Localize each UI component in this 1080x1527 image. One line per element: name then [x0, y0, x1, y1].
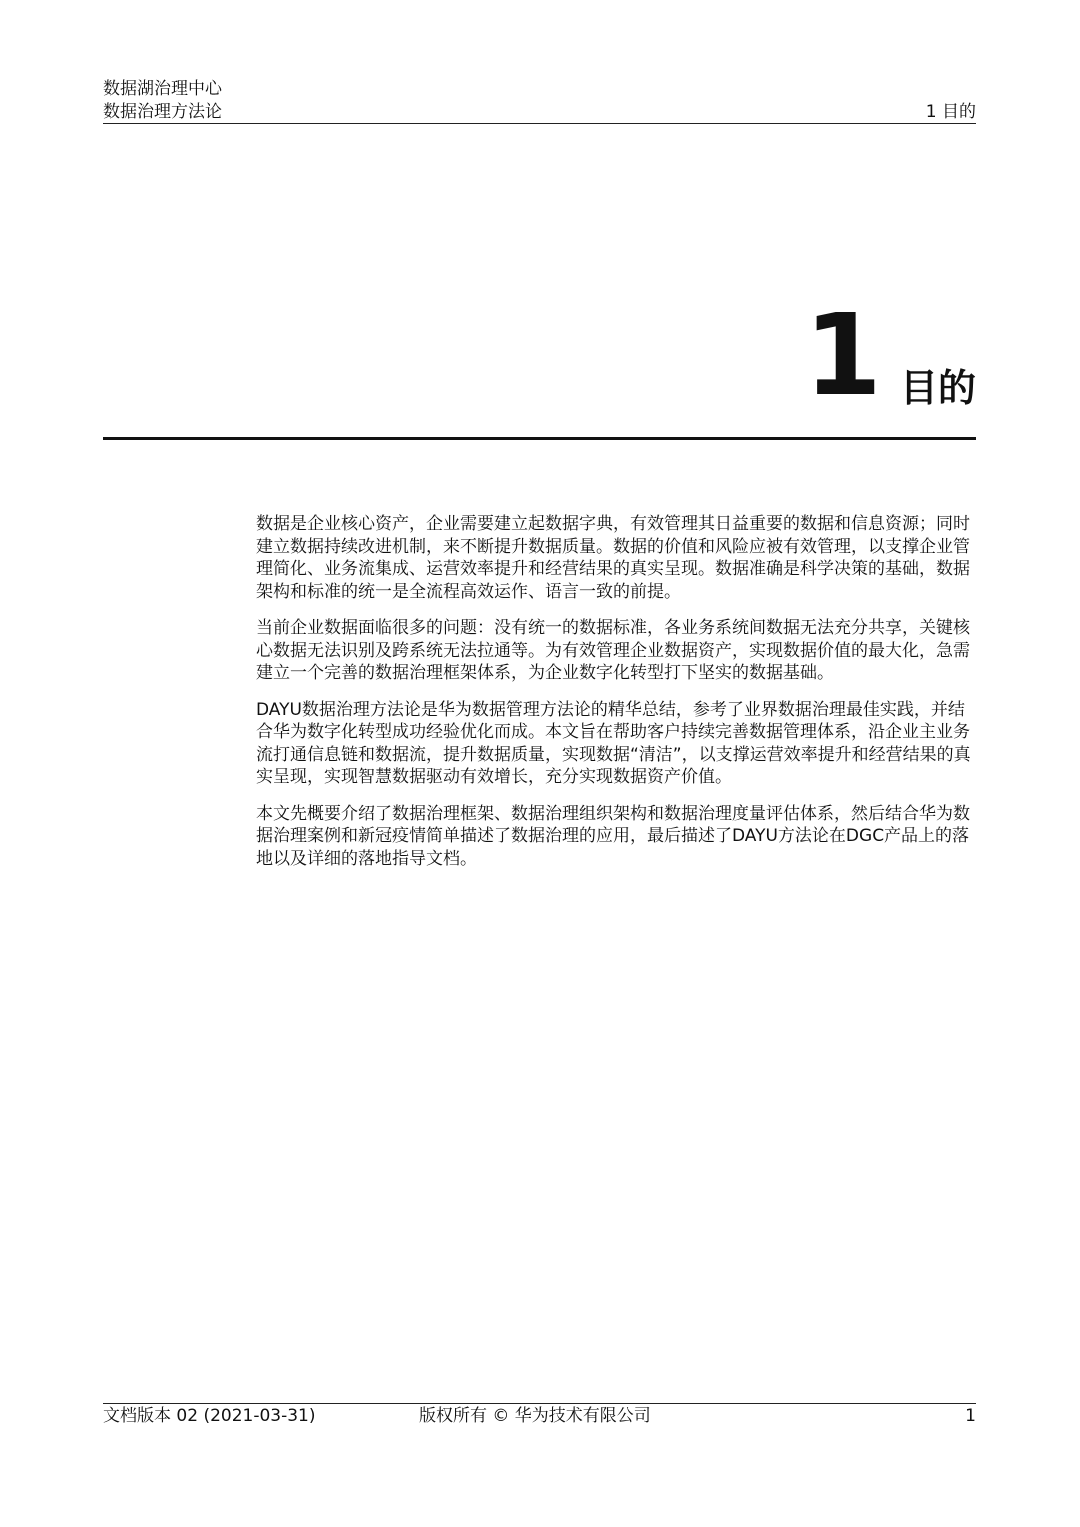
- paragraph: DAYU数据治理方法论是华为数据管理方法论的精华总结，参考了业界数据治理最佳实践，并结合华为数字化转型成功经验优化而成。本文旨在帮助客户持续完善数据管理体系，沿企业主业务流打通信息链和数据流，提升数据质量，实现数据“清洁”，以支撑运营效率提升和经营结果的真实呈现，实现智慧数据驱动有效增长，充分实现数据资产价值。: [256, 699, 971, 787]
- chapter-title: 目的: [899, 366, 976, 410]
- body-content: [256, 513, 976, 884]
- chapter-number: 1: [804, 291, 880, 421]
- header-divider: [103, 123, 976, 124]
- footer-copyright: 版权所有 © 华为技术有限公司: [419, 1406, 651, 1426]
- running-header: [103, 78, 222, 124]
- header-document-name: 数据治理方法论: [103, 102, 222, 122]
- chapter-heading: [804, 291, 976, 421]
- paragraph: 当前企业数据面临很多的问题：没有统一的数据标准，各业务系统间数据无法充分共享，关键核心数据无法识别及跨系统无法拉通等。为有效管理企业数据资产，实现数据价值的最大化，急需建立一个完善的数据治理框架体系，为企业数字化转型打下坚实的数据基础。: [256, 618, 970, 683]
- page-footer: [103, 1405, 976, 1427]
- header-section-label: 1 目的: [925, 102, 976, 122]
- paragraph: 本文先概要介绍了数据治理框架、数据治理组织架构和数据治理度量评估体系，然后结合华为数据治理案例和新冠疫情简单描述了数据治理的应用，最后描述了DAYU方法论在DGC产品上的落地以及详细的落地指导文档。: [256, 803, 970, 869]
- paragraph: 数据是企业核心资产，企业需要建立起数据字典，有效管理其日益重要的数据和信息资源；同时建立数据持续改进机制，来不断提升数据质量。数据的价值和风险应被有效管理，以支撑企业管理简化、业务流集成、运营效率提升和经营结果的真实呈现。数据准确是科学决策的基础，数据架构和标准的统一是全流程高效运作、语言一致的前提。: [256, 514, 970, 602]
- page-number: 1: [965, 1406, 976, 1426]
- header-product-name: 数据湖治理中心: [103, 79, 222, 99]
- chapter-divider: [103, 437, 976, 440]
- footer-version: 文档版本 02 (2021-03-31): [103, 1406, 316, 1426]
- footer-divider: [103, 1403, 976, 1404]
